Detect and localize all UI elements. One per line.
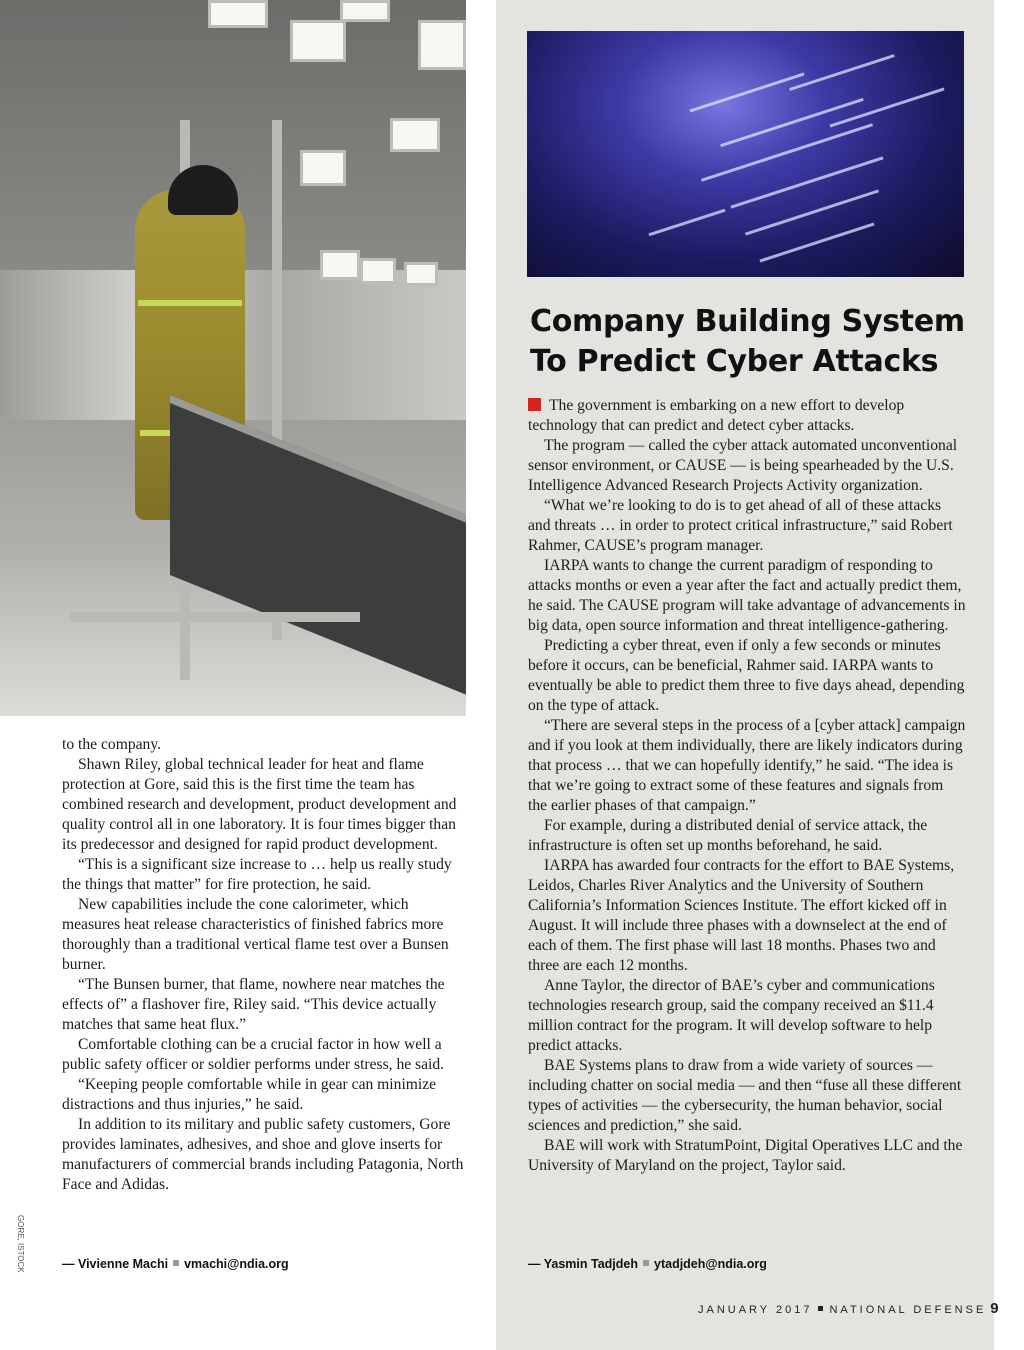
lead-paragraph-text: The government is embarking on a new effort to develop technology that can predict and detect cyber attacks. (528, 397, 905, 434)
paragraph: “Keeping people comfortable while in gear can minimize distractions and thus injuries,” he said. (62, 1076, 437, 1113)
square-separator-icon (818, 1306, 823, 1311)
footer-date: JANUARY 2017 (698, 1304, 813, 1316)
paragraph: BAE Systems plans to draw from a wide variety of sources — including chatter on social media — and then “fuse all these different types of activities — the cybersecurity, the human behavior, social sciences and prediction,” she said. (528, 1057, 962, 1134)
paragraph: IARPA wants to change the current paradigm of responding to attacks months or even a year after the fact and actually predict them, he said. The CAUSE program will take advantage of advancements in big data, open source information and threat intelligence-gathering. (528, 557, 966, 634)
paragraph: Anne Taylor, the director of BAE’s cyber and communications technologies research group, said the company received an $11.4 million contract for the program. It will develop software to help predict attacks. (528, 977, 935, 1054)
paragraph: New capabilities include the cone calorimeter, which measures heat release characteristics of finished fabrics more thoroughly than a traditional vertical flame test over a Bunsen burner. (62, 896, 449, 973)
cyber-code-image (527, 31, 964, 277)
paragraph: to the company. (62, 736, 162, 753)
page-footer (698, 1300, 999, 1317)
ceiling-light (390, 118, 440, 152)
author-email[interactable]: ytadjdeh@ndia.org (654, 1257, 767, 1271)
paragraph: Predicting a cyber threat, even if only a few seconds or minutes before it occurs, can be beneficial, Rahmer said. IARPA wants to eventually be able to predict them three to five days ahead, depending on the type of attack. (528, 637, 965, 714)
ceiling-light (340, 0, 390, 22)
square-separator-icon (643, 1260, 649, 1266)
reflective-stripe (138, 300, 242, 306)
code-streak (829, 88, 944, 128)
article-headline (530, 302, 970, 382)
ceiling-light (418, 20, 466, 70)
code-streak (689, 73, 804, 113)
paragraph: Comfortable clothing can be a crucial factor in how well a public safety officer or soldier performs under stress, he said. (62, 1036, 445, 1073)
paragraph: In addition to its military and public safety customers, Gore provides laminates, adhesives, and shoe and glove inserts for manufacturers of commercial brands including Patagonia, North Face and Adidas. (62, 1116, 464, 1193)
paragraph: “The Bunsen burner, that flame, nowhere near matches the effects of” a flashover fire, Riley said. “This device actually matches that same heat flux.” (62, 976, 445, 1033)
paragraph: “What we’re looking to do is to get ahead of all of these attacks and threats … in order to protect critical infrastructure,” said Robert Rahmer, CAUSE’s program manager. (528, 497, 953, 554)
byline-left (62, 1257, 289, 1271)
byline-right (528, 1257, 767, 1271)
paragraph: The program — called the cyber attack automated unconventional sensor environment, or CAUSE — is being spearheaded by the U.S. Intelligence Advanced Research Projects Activity organization. (528, 437, 958, 494)
ceiling-light (290, 20, 346, 62)
author-name: — Vivienne Machi (62, 1257, 169, 1271)
code-streak (759, 223, 874, 263)
footer-publication: NATIONAL DEFENSE (829, 1304, 987, 1316)
paragraph: “This is a significant size increase to … help us really study the things that matter” for fire protection, he said. (62, 856, 452, 893)
paragraph: BAE will work with StratumPoint, Digital Operatives LLC and the University of Maryland on the project, Taylor said. (528, 1137, 963, 1174)
code-streak (789, 54, 895, 91)
ceiling-light (300, 150, 346, 186)
author-email[interactable]: vmachi@ndia.org (184, 1257, 289, 1271)
lead-paragraph (528, 396, 966, 436)
author-name: — Yasmin Tadjdeh (528, 1257, 638, 1271)
paragraph: IARPA has awarded four contracts for the effort to BAE Systems, Leidos, Charles River Analytics and the University of Southern California’s Information Sciences Institute. The effort kicked off in August. It will include three phases with a downselect at the end of each of them. The first phase will last 18 months. Phases two and three are each 12 months. (528, 857, 955, 974)
ceiling-light (320, 250, 360, 280)
headline-line-2: To Predict Cyber Attacks (530, 344, 939, 379)
code-streak (701, 123, 873, 181)
firefighter-lab-photo (0, 0, 466, 716)
code-streak (648, 209, 725, 237)
square-separator-icon (173, 1260, 179, 1266)
right-article-column (528, 396, 966, 1176)
firefighter-helmet (168, 165, 238, 215)
paragraph: For example, during a distributed denial of service attack, the infrastructure is often set up months beforehand, he said. (528, 817, 928, 854)
photo-credit: GORE, ISTOCK (16, 1215, 25, 1273)
paragraph: “There are several steps in the process of a [cyber attack] campaign and if you look at them individually, there are likely indicators during that process … that we can hopefully identify,” he said. “The idea is that we’re going to extract some of these features and signals from the earlier phases of that campaign.” (528, 717, 966, 814)
paragraph: Shawn Riley, global technical leader for heat and flame protection at Gore, said this is the first time the team has combined research and development, product development and quality control all in one laboratory. It is four times bigger than its predecessor and designed for rapid product development. (62, 756, 457, 853)
ceiling-light (360, 258, 396, 284)
page-number: 9 (990, 1300, 999, 1317)
ceiling-light (404, 262, 438, 286)
left-article-column (62, 735, 464, 1195)
red-square-icon (528, 398, 541, 411)
headline-line-1: Company Building System (530, 304, 965, 339)
ceiling-light (208, 0, 268, 28)
ramp-frame (70, 612, 360, 622)
